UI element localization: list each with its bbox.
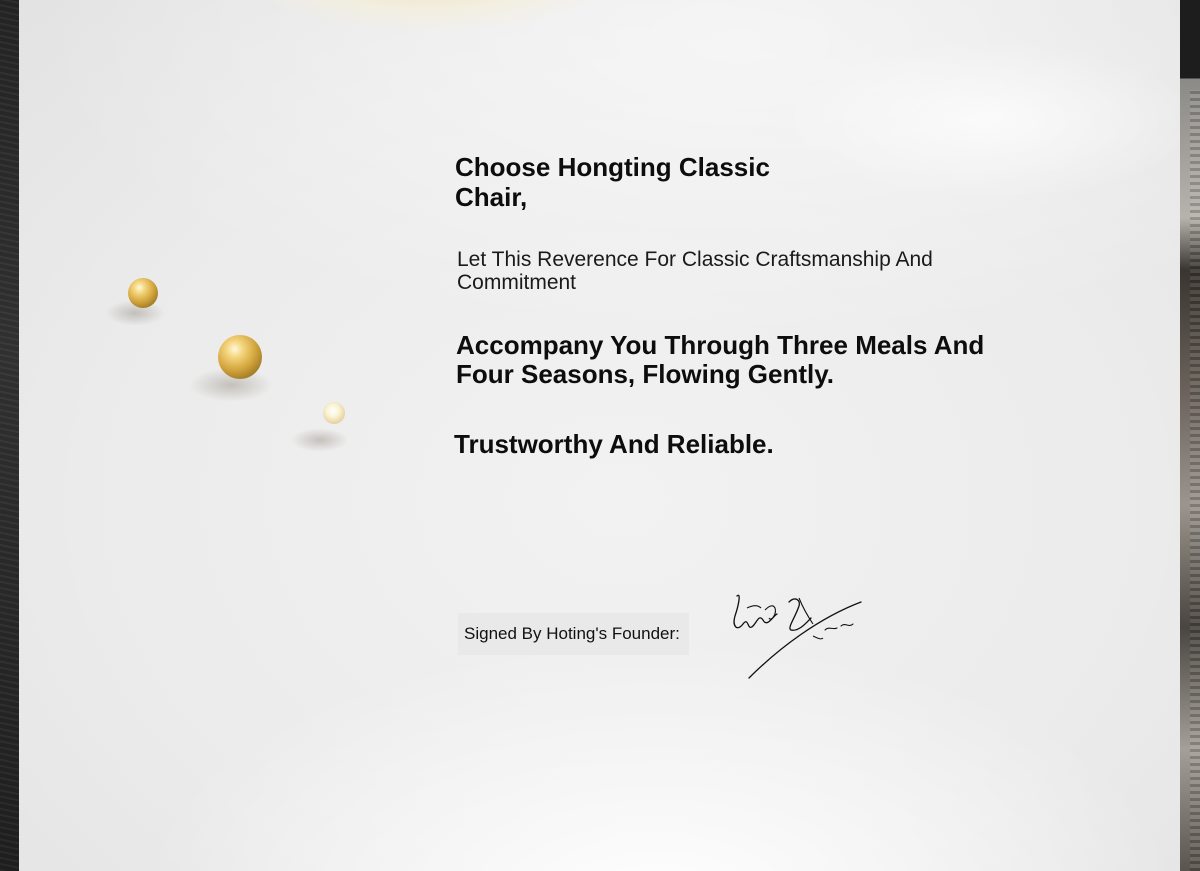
pearl-bead — [323, 402, 345, 424]
gold-bead-small — [128, 278, 158, 308]
content-card — [19, 0, 1180, 871]
right-backdrop — [1180, 0, 1200, 871]
signed-label: Signed By Hoting's Founder: — [464, 624, 680, 643]
gold-bead-large — [218, 335, 262, 379]
heading: Choose Hongting Classic Chair, — [455, 152, 770, 212]
trust-text: Trustworthy And Reliable. — [454, 429, 774, 459]
left-backdrop — [0, 0, 19, 871]
subline: Let This Reverence For Classic Craftsmanship And Commitment — [457, 248, 933, 294]
accompany-text: Accompany You Through Three Meals And Four Seasons, Flowing Gently. — [456, 330, 985, 389]
signed-box — [458, 613, 689, 655]
bead-shadow — [291, 428, 349, 452]
founder-signature — [729, 588, 865, 682]
